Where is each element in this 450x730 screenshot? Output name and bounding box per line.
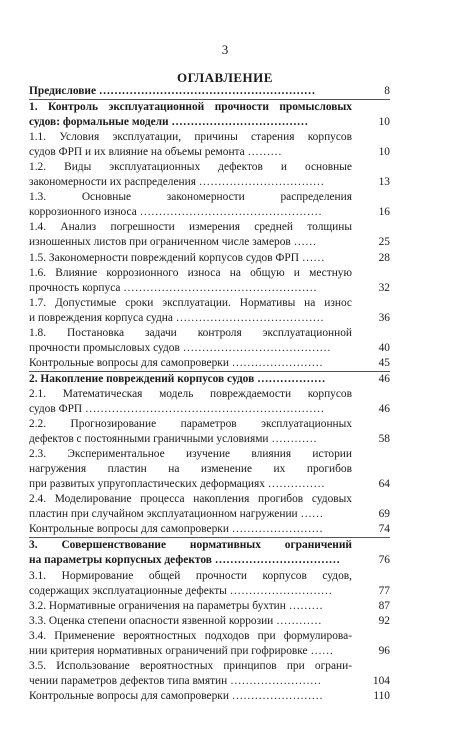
toc-entry-text: 2.2. Прогнозирование параметров эксплуатационных [29,418,352,431]
toc-entry-text: 3.1. Нормирование общей прочности корпусов судов, [29,569,352,582]
toc-entry-text: 1.8. Постановка задачи контроля эксплуатационной [29,326,352,339]
toc-entry [29,569,390,599]
toc-entry-text: и повреждения корпуса судна ………………………………… [29,311,324,324]
toc-entry [29,100,390,130]
toc-entry-text: нагружения пластин на изменение их прогибов [29,463,352,476]
toc-entry-text: 1.2. Виды эксплуатационных дефектов и основные [29,161,352,174]
toc-entry-page: 25 [378,236,390,249]
toc-entry-text: чении параметров дефектов типа вмятин …………………… [29,674,322,687]
toc-entry [29,629,390,659]
toc-entry-text: 2.1. Математическая модель повреждаемости корпусов [29,387,352,400]
toc-entry [29,538,390,568]
toc-entry [29,220,390,250]
toc-entry [29,614,390,629]
toc-entry-text: содержащих эксплуатационные дефекты ……………………… [29,584,333,597]
toc-entry-text: Контрольные вопросы для самопроверки …………………… [29,523,323,536]
toc-entry-text: при развитых упругопластических деформациях …………… [29,478,325,491]
toc-entry-text: дефектов с постоянными граничными условиями ………… [29,433,317,446]
toc-entry-page: 28 [378,251,390,264]
toc-entry-page: 58 [378,433,390,446]
toc-entry-text: 1.7. Допустимые сроки эксплуатации. Нормативы на износ [29,296,352,309]
toc-entry-text: 1.3. Основные закономерности распределения [29,191,352,204]
toc-entry [29,689,390,704]
toc-entry [29,522,390,537]
toc-entry-text: 3.2. Нормативные ограничения на параметры бухтин ……… [29,599,323,612]
toc-entry-page: 64 [378,478,390,491]
toc-entry [29,417,390,447]
toc-entry-page: 77 [378,584,390,597]
toc-entry-page: 46 [378,372,390,385]
toc-entry [29,659,390,689]
page-number: 3 [221,42,229,57]
toc-entry-page: 8 [384,85,390,97]
toc-entry-text: пластин при случайном эксплуатационном нагружении …… [29,508,324,521]
toc-entry-text: 2. Накопление повреждений корпусов судов ……………… [29,372,326,385]
toc-entry [29,160,390,190]
toc-entry-text: 3.4. Применение вероятностных подходов при формулирова- [29,629,352,642]
toc-entry-page: 46 [378,402,390,415]
toc-entry [29,599,390,614]
toc-entry-text: закономерности их распределения …………………………… [29,176,325,189]
toc-entry-page: 74 [378,523,390,536]
toc-entry-page: 32 [378,281,390,294]
toc-entry-page: 13 [378,176,390,189]
toc-entry-text: прочности промысловых судов ………………………………… [29,341,331,354]
toc-entry-text: 3. Совершенствование нормативных ограничений [29,539,352,552]
toc-entry-text: 1. Контроль эксплуатационной прочности промысловых [29,101,352,114]
toc-entry-text: Предисловие ………………………………………………… [29,85,316,97]
toc-entry-text: изношенных листов при ограниченном числе замеров …… [29,236,317,249]
toc-entry-text: нии критерия нормативных ограничений при гофрировке …… [29,644,334,657]
toc-entry [29,84,390,99]
toc-entry-page: 104 [372,674,390,687]
toc-entry-text: 2.3. Экспериментальное изучение влияния истории [29,448,352,461]
toc-entry [29,130,390,160]
toc-entry-page: 10 [378,116,390,129]
toc-entry [29,190,390,220]
toc-entry [29,372,390,387]
toc-entry-text: 2.4. Моделирование процесса накопления прогибов судовых [29,493,352,506]
table-of-contents [29,84,390,704]
toc-entry [29,447,390,492]
toc-entry [29,356,390,371]
toc-entry-text: 3.5. Использование вероятностных принципов при ограни- [29,659,352,672]
toc-entry-page: 36 [378,311,390,324]
toc-entry-text: судов: формальные модели ……………………………… [29,116,309,129]
toc-entry-text: 1.5. Закономерности повреждений корпусов судов ФРП …… [29,251,325,264]
toc-entry [29,326,390,356]
toc-entry [29,266,390,296]
toc-entry-text: судов ФРП ……………………………………………………… [29,402,325,415]
toc-entry-text: коррозионного износа ………………………………………… [29,206,322,219]
toc-entry-text: 1.4. Анализ погрешности измерения средней толщины [29,221,352,234]
toc-entry-text: 1.6. Влияние коррозионного износа на общую и местную [29,266,352,279]
toc-entry-page: 45 [378,356,390,369]
toc-entry-page: 16 [378,206,390,219]
toc-entry [29,251,390,266]
toc-entry-page: 76 [378,554,390,567]
toc-entry-page: 110 [373,689,390,702]
toc-entry-page: 40 [378,341,390,354]
toc-entry [29,492,390,522]
toc-entry-text: Контрольные вопросы для самопроверки …………………… [29,689,323,702]
toc-entry-page: 87 [378,599,390,612]
toc-entry-text: прочность корпуса …………………………………………… [29,281,317,294]
toc-entry-text: 1.1. Условия эксплуатации, причины старения корпусов [29,131,352,144]
toc-entry-page: 96 [378,644,390,657]
toc-entry-text: 3.3. Оценка степени опасности язвенной коррозии ………… [29,614,322,627]
toc-entry-text: Контрольные вопросы для самопроверки …………………… [29,356,323,369]
toc-entry-page: 10 [378,146,390,159]
toc-entry-page: 69 [378,508,390,521]
toc-entry-text: судов ФРП и их влияние на объемы ремонта ……… [29,146,282,159]
toc-title: ОГЛАВЛЕНИЕ [177,70,273,85]
toc-entry [29,296,390,326]
toc-entry-page: 92 [378,614,390,627]
toc-entry-text: на параметры корпусных дефектов …………………………… [29,554,341,567]
toc-entry [29,387,390,417]
